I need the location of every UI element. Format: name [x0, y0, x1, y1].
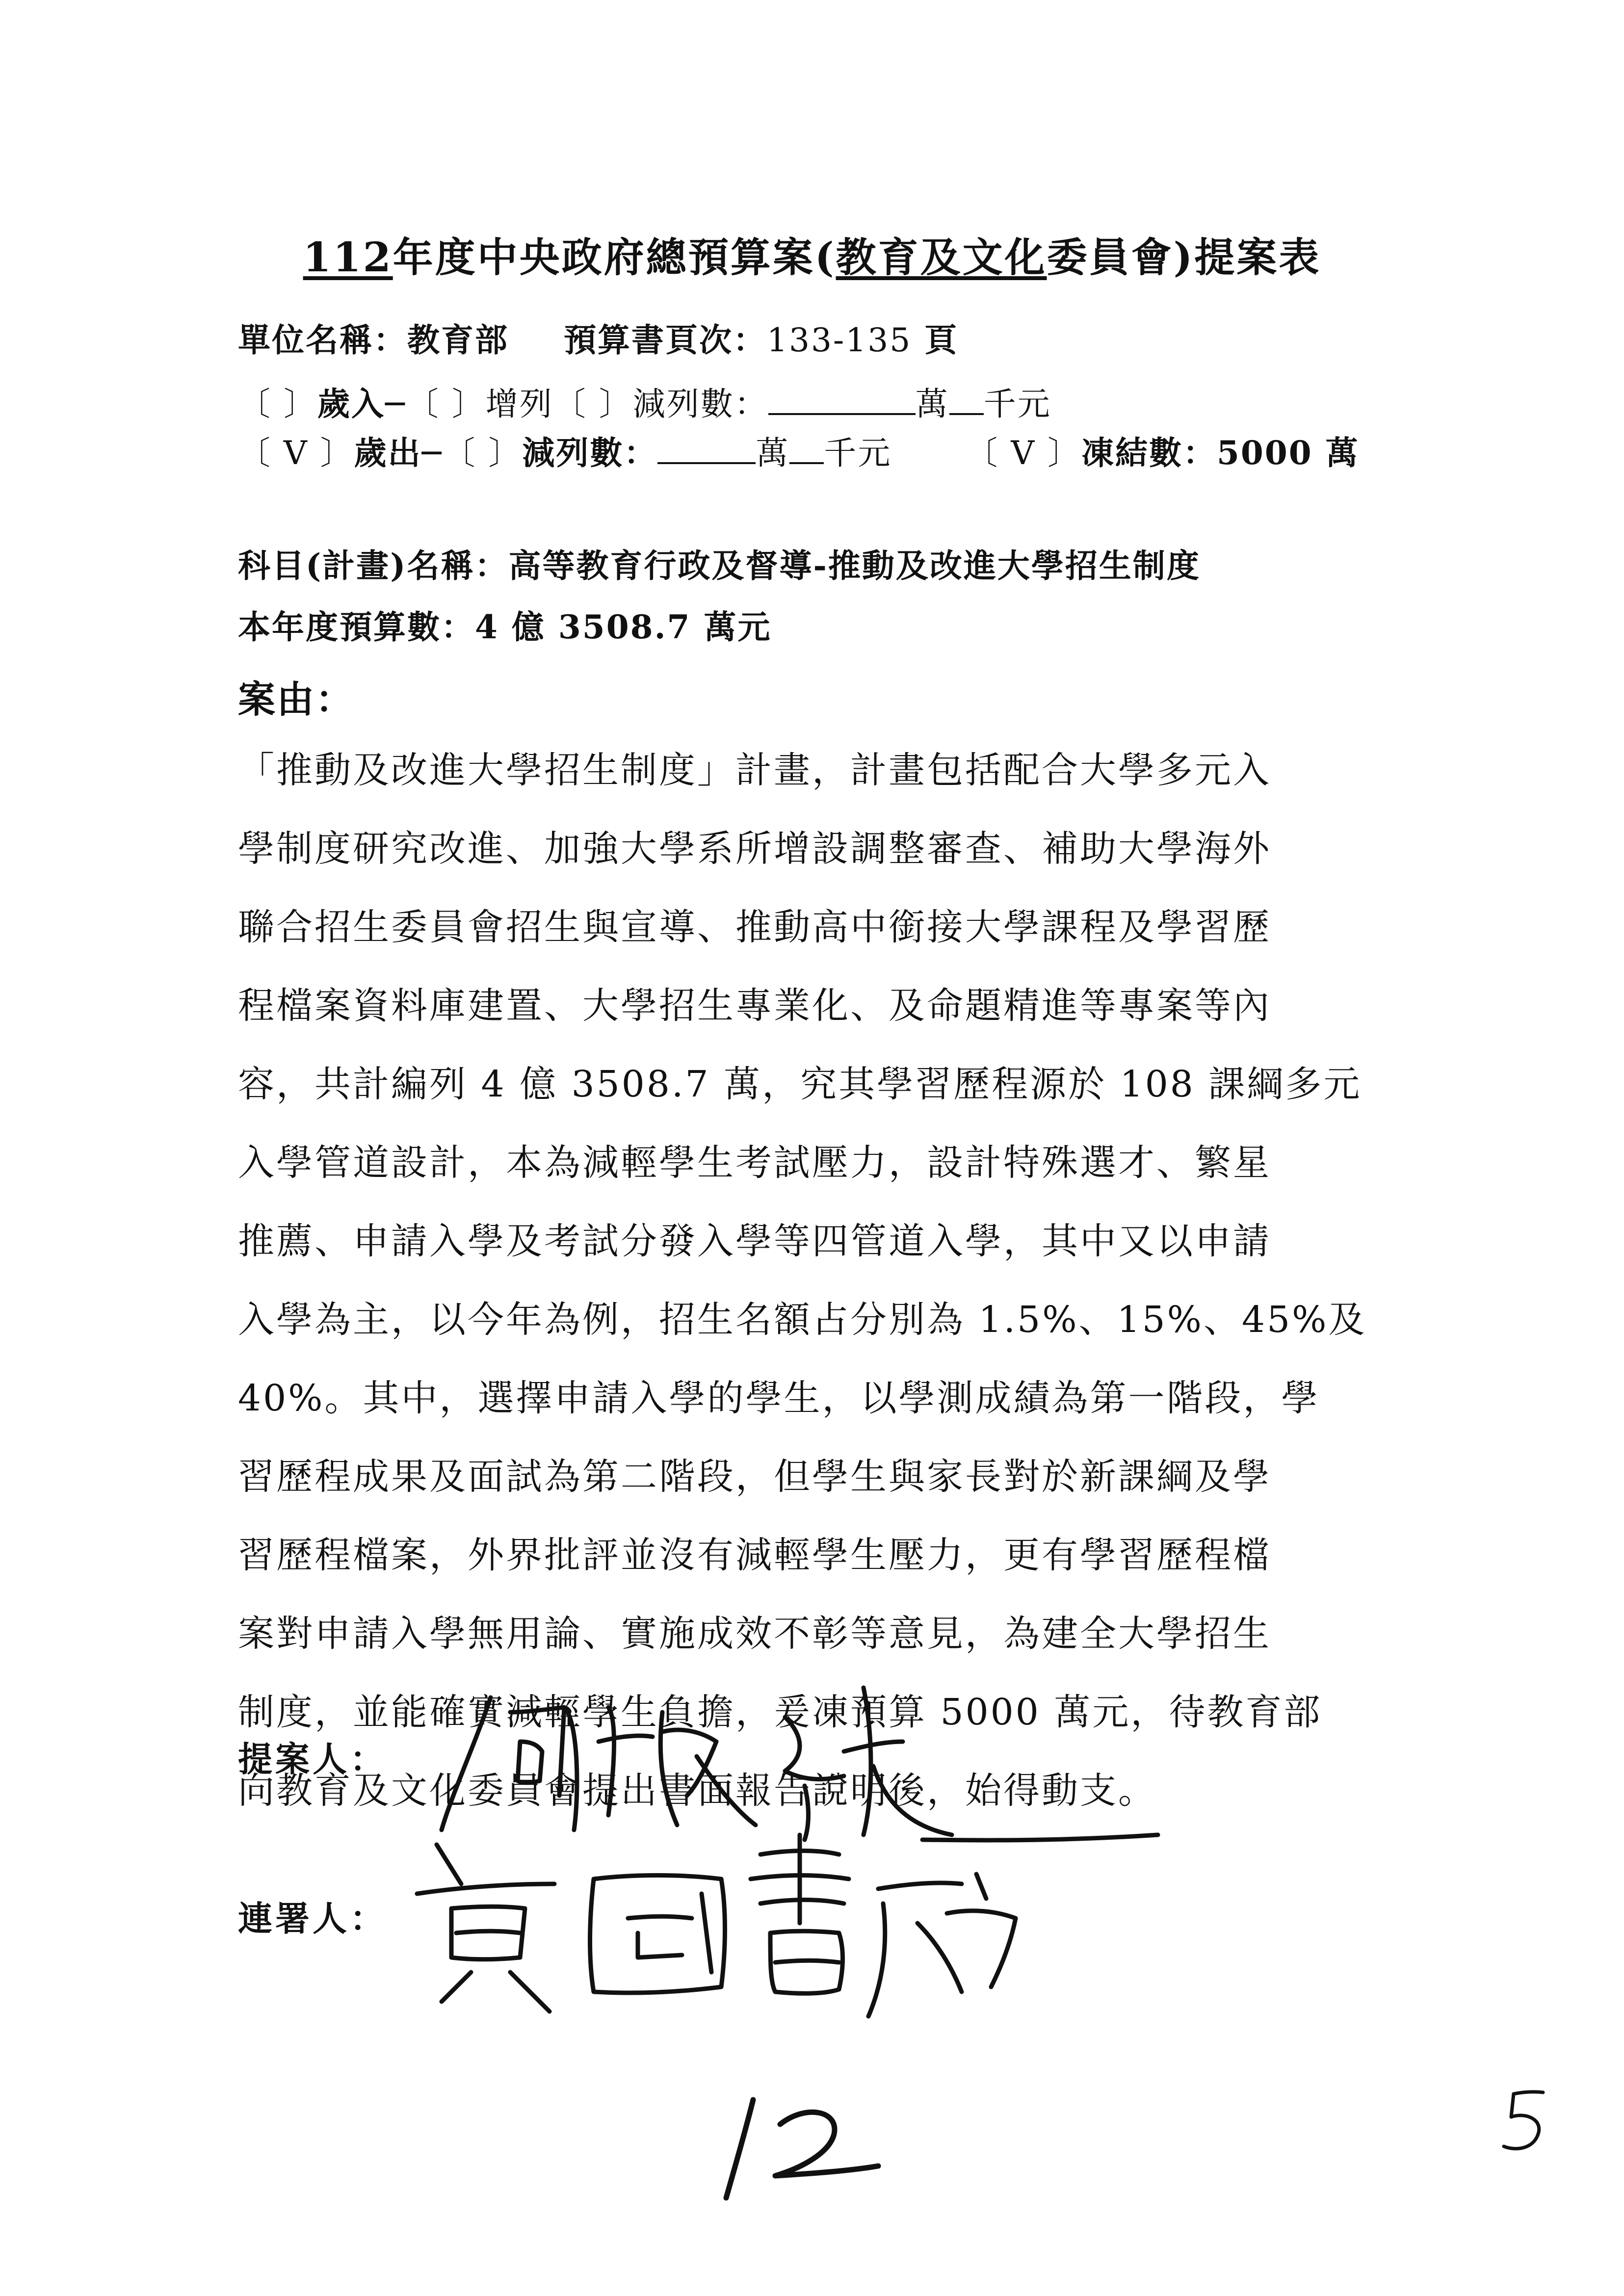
reason-line: 「推動及改進大學招生制度」計畫，計畫包括配合大學多元入: [238, 749, 1271, 791]
revenue-checkbox: 〔 〕: [238, 385, 317, 423]
revenue-amount-blank: [768, 384, 916, 415]
expense-qian-blank: [789, 433, 824, 464]
subject-label: 科目(計畫)名稱：: [238, 547, 509, 585]
reason-line: 案對申請入學無用論、實施成效不彰等意見，為建全大學招生: [238, 1613, 1271, 1655]
reason-line: 入學為主，以今年為例，招生名額占分別為 1.5%、15%、45%及: [238, 1299, 1367, 1341]
expense-amount-blank: [657, 433, 756, 464]
subject-value: 高等教育行政及督導-推動及改進大學招生制度: [508, 547, 1201, 585]
reason-body: [238, 731, 1435, 1830]
reason-line: 聯合招生委員會招生與宣導、推動高中銜接大學課程及學習歷: [238, 906, 1271, 948]
corner-number: [1496, 2085, 1555, 2159]
revenue-dash: ─: [385, 385, 406, 423]
revenue-line: [238, 378, 1051, 424]
reason-line: 推薦、申請入學及考試分發入學等四管道入學，其中又以申請: [238, 1220, 1271, 1262]
revenue-qian: 千元: [983, 385, 1051, 423]
title-part1: 年度中央政府總預算案(: [393, 234, 836, 281]
reason-line: 習歷程檔案，外界批評並沒有減輕學生壓力，更有學習歷程檔: [238, 1534, 1271, 1576]
title-committee: 教育及文化: [836, 234, 1047, 281]
revenue-label: 歲入: [317, 385, 385, 423]
cosigner-label: 連署人：: [238, 1898, 387, 1939]
expense-label: 歲出: [354, 434, 422, 472]
title-part2: 委員會)提案表: [1047, 234, 1321, 281]
revenue-decrease: 〔 〕減列數：: [553, 385, 768, 423]
revenue-increase: 〔 〕增列: [406, 385, 553, 423]
unit-line: [238, 314, 958, 361]
expense-decrease: 減列數：: [522, 434, 658, 472]
budget-value: 4 億 3508.7 萬元: [475, 608, 772, 646]
subject-line: [238, 540, 1201, 586]
page-unit: 頁: [924, 321, 959, 359]
reason-line: 容，共計編列 4 億 3508.7 萬，究其學習歷程源於 108 課綱多元: [238, 1063, 1362, 1105]
freeze-checkbox: 〔 V 〕: [965, 434, 1081, 472]
reason-line: 入學管道設計，本為減輕學生考試壓力，設計特殊選才、繁星: [238, 1142, 1271, 1184]
freeze-value: 5000 萬: [1216, 434, 1360, 472]
expense-dash: ─: [421, 434, 443, 472]
reason-line: 習歷程成果及面試為第二階段，但學生與家長對於新課綱及學: [238, 1456, 1271, 1498]
reason-line: 程檔案資料庫建置、大學招生專業化、及命題精進等專案等內: [238, 985, 1271, 1027]
reason-line: 學制度研究改進、加強大學系所增設調整審查、補助大學海外: [238, 828, 1271, 870]
unit-label: 單位名稱：: [238, 321, 407, 359]
expense-qian: 千元: [824, 434, 892, 472]
budget-label: 本年度預算數：: [238, 608, 475, 646]
expense-checkbox: 〔 V 〕: [238, 434, 354, 472]
reason-heading: 案由：: [238, 678, 354, 721]
reason-line: 制度，並能確實減輕學生負擔，爰凍預算 5000 萬元，待教育部: [238, 1691, 1322, 1733]
reason-line: 向教育及文化委員會提出書面報告說明後，始得動支。: [238, 1770, 1156, 1812]
budget-line: [238, 601, 771, 648]
expense-line: [238, 427, 1360, 473]
cosigner-signature: [407, 1825, 1045, 2021]
expense-decrease-check: 〔 〕: [443, 434, 523, 472]
unit-value: 教育部: [407, 321, 509, 359]
page-label: 預算書頁次：: [563, 321, 767, 359]
freeze-label: 凍結數：: [1081, 434, 1217, 472]
expense-wan: 萬: [756, 434, 790, 472]
handwritten-number: [707, 2090, 893, 2208]
revenue-wan: 萬: [915, 385, 949, 423]
title-year: 112: [303, 234, 393, 281]
page-value: 133-135: [766, 321, 912, 359]
revenue-qian-blank: [949, 384, 984, 415]
page-title: [0, 226, 1624, 283]
reason-line: 40%。其中，選擇申請入學的學生，以學測成績為第一階段，學: [238, 1377, 1320, 1419]
proposer-label: 提案人：: [238, 1739, 387, 1779]
